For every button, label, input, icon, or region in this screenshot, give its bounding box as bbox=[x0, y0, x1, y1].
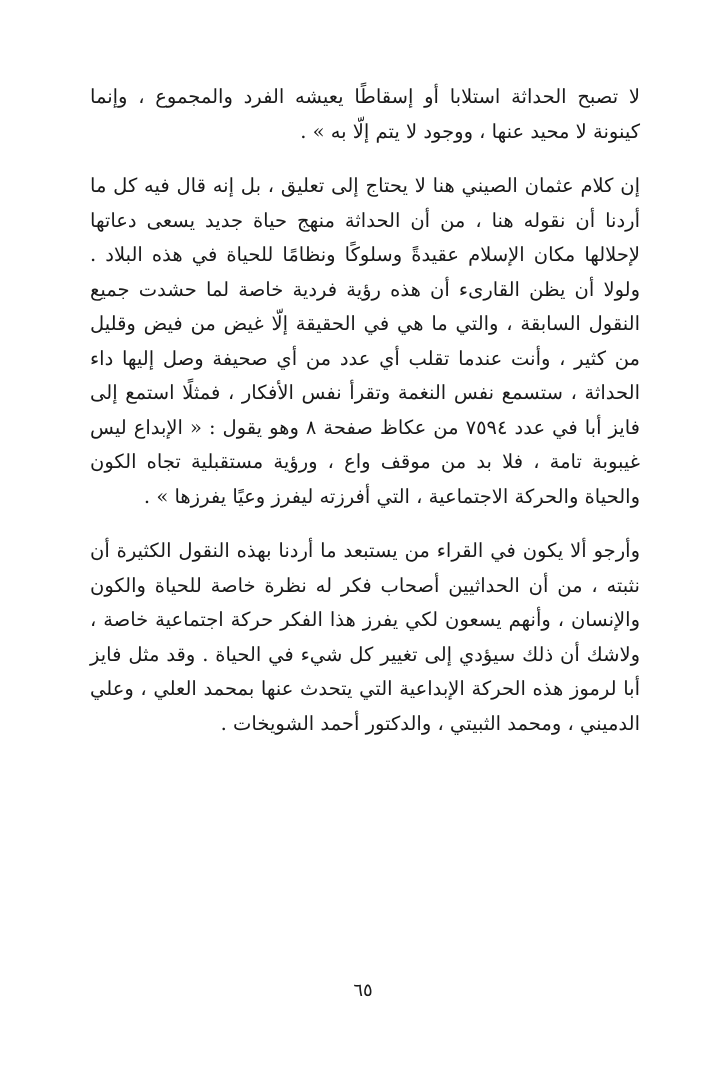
paragraph-conclusion: وأرجو ألا يكون في القراء من يستبعد ما أردنا بهذه النقول الكثيرة أن نثبته ، من أن الحداثيين أصحاب فكر له نظرة خاصة للحياة والكون والإنسان ، وأنهم يسعون لكي يفرز هذا الفكر حركة اجتماعية خاصة ، ولاشك أن ذلك سيؤدي إلى تغيير كل شيء في الحياة . وقد مثل فايز أبا لرموز هذه الحركة الإبداعية التي يتحدث عنها بمحمد العلي ، وعلي الدميني ، ومحمد الثبيتي ، والدكتور أحمد الشويخات . bbox=[90, 539, 640, 735]
paragraph-continuation: لا تصبح الحداثة استلابا أو إسقاطًا يعيشه الفرد والمجموع ، وإنما كينونة لا محيد عنها ، ووجود لا يتم إلّا به » . bbox=[90, 85, 640, 143]
body-text bbox=[90, 80, 640, 741]
page-number: ٦٥ bbox=[353, 980, 373, 1001]
paragraph-gap bbox=[90, 149, 640, 169]
paragraph-commentary: إن كلام عثمان الصيني هنا لا يحتاج إلى تعليق ، بل إنه قال فيه كل ما أردنا أن نقوله هنا ، من أن الحداثة منهج حياة جديد يسعى دعاتها لإحلالها مكان الإسلام عقيدةً وسلوكًا ونظامًا للحياة في هذه البلاد . ولولا أن يظن القارىء أن هذه رؤية فردية خاصة لما حشدت جميع النقول السابقة ، والتي ما هي في الحقيقة إلّا غيض من فيض وقليل من كثير ، وأنت عندما تقلب أي عدد من أي صحيفة وصل إليها داء الحداثة ، ستسمع نفس النغمة وتقرأ نفس الأفكار ، فمثلًا استمع إلى فايز أبا في عدد ٧٥٩٤ من عكاظ صفحة ٨ وهو يقول : « الإبداع ليس غيبوبة تامة ، فلا بد من موقف واع ، ورؤية مستقبلية تجاه الكون والحياة والحركة الاجتماعية ، التي أفرزته ليفرز وعيًا يفرزها » . bbox=[90, 174, 640, 508]
paragraph-gap bbox=[90, 514, 640, 534]
